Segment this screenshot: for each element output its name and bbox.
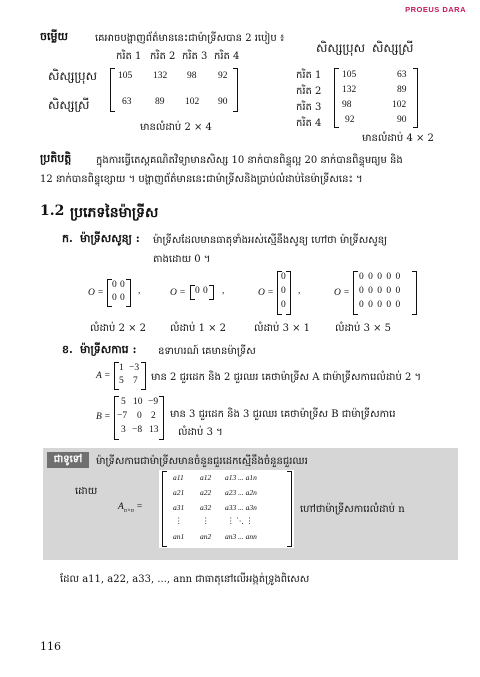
- section-number: 1.2: [40, 203, 65, 219]
- equation-label: B =: [96, 412, 111, 422]
- zero-matrix-3x5: [353, 271, 417, 315]
- matrix-cell: 3: [121, 425, 126, 435]
- general-lhs: $A_{n\times n}$ =: [118, 502, 143, 514]
- matrix-cell: a32: [200, 503, 212, 512]
- general-lhs-subscript: n×n: [123, 507, 134, 514]
- left-row-header: សិស្សប្រុស: [48, 69, 98, 83]
- matrix-cell: 105: [342, 70, 357, 80]
- general-note-by: ដោយ: [75, 486, 98, 497]
- matrix-cell: ⋮: [175, 516, 183, 525]
- left-col-header: ករិត 3: [182, 51, 208, 62]
- matrix-cell: a22: [200, 488, 212, 497]
- matrix-row: 0 0 0 0 0: [359, 300, 402, 310]
- left-col-header: ករិត 4: [214, 51, 240, 62]
- right-dim: មានលំដាប់ 4 × 2: [362, 133, 434, 144]
- zero-matrix-2x2: [107, 279, 131, 307]
- zero-desc: ម៉ាទ្រីសដែលមានធាតុទាំងអស់ស្មើនឹងសូន្យ ហៅថា ម៉ាទ្រីសសូន្យ: [153, 235, 388, 246]
- matrix-cell: 0: [281, 272, 286, 282]
- matrix-cell: 0: [112, 280, 117, 290]
- matrix-cell: 0: [281, 286, 286, 296]
- left-col-header: ករិត 1: [116, 51, 142, 62]
- matrix-cell: 1: [119, 363, 124, 373]
- exercise-label: ប្រតិបត្តិ: [40, 152, 72, 165]
- list-marker: ក.: [62, 232, 73, 245]
- matrix-cell: 98: [342, 100, 352, 110]
- matrix-cell: 63: [122, 97, 132, 107]
- matrix-cell: 90: [397, 115, 407, 125]
- matrix-cell: 0: [203, 286, 208, 296]
- equation-label: O =: [258, 288, 274, 298]
- equation-label: A =: [96, 371, 111, 381]
- square-heading: ម៉ាទ្រីសការេ :: [80, 343, 137, 356]
- matrix-cell: 92: [345, 115, 355, 125]
- matrix-b-description: លំដាប់ 3 ។: [178, 427, 223, 438]
- matrix-cell: a31: [173, 503, 185, 512]
- matrix-cell: 90: [218, 97, 228, 107]
- equation-label: O =: [170, 288, 186, 298]
- comma: ,: [222, 286, 225, 296]
- matrix-a-description: មាន 2 ជួរដេក និង 2 ជួរឈរ គេថាម៉ាទ្រីស A ជាម៉ាទ្រីសការេលំដាប់ 2 ។: [151, 372, 422, 383]
- matrix-cell: 89: [397, 85, 407, 95]
- general-rhs: ហៅថាម៉ាទ្រីសការេលំដាប់ n: [300, 504, 405, 515]
- matrix-row: 0 0 0 0 0: [359, 272, 402, 282]
- matrix-cell: 63: [397, 70, 407, 80]
- right-col-header: សិស្សប្រុស: [316, 41, 366, 55]
- matrix-cell: an2: [200, 532, 212, 541]
- matrix-cell: 0: [120, 280, 125, 290]
- matrix-cell: 0: [281, 300, 286, 310]
- header-brand: PROEUS DARA: [405, 5, 466, 14]
- section-title: ប្រភេទនៃម៉ាទ្រីស: [70, 205, 159, 221]
- exercise-line: 12 នាក់បានពិន្ទុខ្សោយ ។ បង្ហាញព័ត៌មាននេះជាម៉ាទ្រីសនិងប្រាប់លំដាប់នៃម៉ាទ្រីសនេះ ។: [40, 174, 363, 185]
- left-dim: មានលំដាប់ 2 × 4: [140, 122, 212, 133]
- solution-intro: គេអាចបង្ហាញព័ត៌មាននេះជាម៉ាទ្រីសបាន 2 របៀប ៖: [95, 33, 285, 44]
- matrix-cell: ⋮ ⋱ ⋮: [227, 516, 254, 525]
- matrix-cell: 0: [120, 293, 125, 303]
- solution-label: ចម្លើយ: [40, 30, 68, 43]
- exercise-line: ក្នុងការធ្វើតេស្តគណិតវិទ្យាមានសិស្ស 10 នាក់បានពិន្ទុល្អ 20 នាក់បានពិន្ទុមធ្យម និង: [96, 155, 403, 166]
- matrix-cell: a13 ... a1n: [225, 473, 257, 482]
- matrix-cell: a23 ... a2n: [225, 488, 257, 497]
- general-lhs-symbol: A: [118, 502, 124, 512]
- equation-label: O =: [88, 288, 104, 298]
- matrix-cell: a11: [173, 473, 184, 482]
- matrix-cell: an1: [173, 532, 185, 541]
- matrix-cell: −9: [148, 397, 159, 407]
- matrix-row: 0 0 0 0 0: [359, 286, 402, 296]
- page-number: 116: [40, 640, 61, 653]
- right-row-header: ករិត 4: [296, 118, 322, 129]
- matrix-cell: 102: [185, 97, 200, 107]
- right-matrix: [334, 68, 418, 128]
- matrix-cell: a12: [200, 473, 212, 482]
- matrix-cell: 105: [118, 71, 133, 81]
- equation-label: O =: [334, 288, 350, 298]
- right-row-header: ករិត 3: [296, 102, 322, 113]
- square-example: ឧទាហរណ៍ គេមានម៉ាទ្រីស: [158, 346, 256, 357]
- matrix-dim: លំដាប់ 2 × 2: [90, 323, 147, 334]
- right-row-header: ករិត 2: [296, 86, 322, 97]
- matrix-cell: ⋮: [202, 516, 210, 525]
- comma: ,: [298, 286, 301, 296]
- matrix-cell: a33 ... a3n: [225, 503, 257, 512]
- matrix-b-description: មាន 3 ជួរដេក និង 3 ជួរឈរ គេថាម៉ាទ្រីស B ជាម៉ាទ្រីសការេ: [170, 409, 396, 420]
- left-col-header: ករិត 2: [150, 51, 176, 62]
- matrix-cell: −8: [132, 425, 143, 435]
- matrix-cell: 13: [149, 425, 159, 435]
- general-note-tag: ជាទូទៅ: [47, 452, 89, 468]
- matrix-cell: 132: [153, 71, 168, 81]
- zero-desc: តាងដោយ 0 ។: [153, 254, 211, 265]
- matrix-a: [114, 362, 146, 390]
- general-matrix: [162, 471, 292, 547]
- matrix-cell: an3 ... ann: [225, 532, 257, 541]
- matrix-cell: 10: [133, 397, 143, 407]
- general-note-line: ម៉ាទ្រីសការេជាម៉ាទ្រីសមានចំនួនជួរដេកស្មើនឹងចំនួនជួរឈរ: [96, 456, 308, 467]
- diagonal-note: ដែល a11, a22, a33, ..., ann ជាធាតុនៅលើអង្កត់ទ្រូងពិសេស: [60, 574, 310, 585]
- comma: ,: [138, 286, 141, 296]
- matrix-dim: លំដាប់ 3 × 5: [335, 323, 392, 334]
- matrix-b: [114, 396, 164, 440]
- matrix-cell: 0: [137, 411, 142, 421]
- left-matrix: [110, 68, 238, 112]
- left-row-header: សិស្សស្រី: [48, 98, 90, 112]
- matrix-cell: −3: [129, 363, 140, 373]
- matrix-cell: 0: [112, 293, 117, 303]
- matrix-cell: 92: [218, 71, 228, 81]
- matrix-cell: 2: [151, 411, 156, 421]
- matrix-dim: លំដាប់ 3 × 1: [254, 323, 311, 334]
- matrix-cell: 89: [155, 97, 165, 107]
- matrix-cell: 98: [187, 71, 197, 81]
- matrix-dim: លំដាប់ 1 × 2: [170, 323, 227, 334]
- matrix-cell: 5: [119, 376, 124, 386]
- matrix-cell: 7: [133, 376, 138, 386]
- zero-heading: ម៉ាទ្រីសសូន្យ :: [80, 232, 140, 245]
- matrix-cell: −7: [117, 411, 128, 421]
- matrix-cell: 5: [121, 397, 126, 407]
- matrix-cell: 102: [392, 100, 407, 110]
- right-col-header: សិស្សស្រី: [372, 41, 414, 55]
- list-marker: ខ.: [62, 343, 73, 356]
- right-row-header: ករិត 1: [296, 70, 322, 81]
- matrix-cell: 0: [195, 286, 200, 296]
- matrix-cell: 132: [342, 85, 357, 95]
- matrix-cell: a21: [173, 488, 185, 497]
- zero-matrix-3x1: [277, 271, 291, 315]
- zero-matrix-1x2: [190, 285, 214, 300]
